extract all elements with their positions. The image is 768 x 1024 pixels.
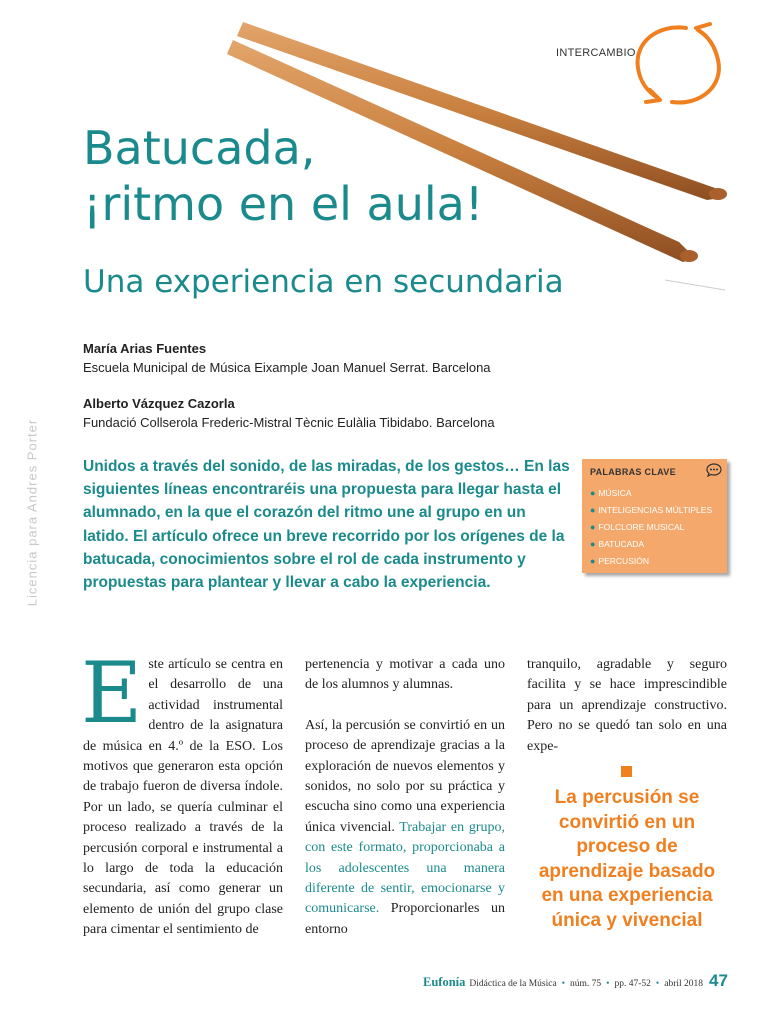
body-column-2 — [305, 655, 505, 940]
keyword-item: ● FOLCLORE MUSICAL — [590, 522, 685, 532]
pull-quote-marker-icon — [621, 766, 632, 777]
keyword-item: ● BATUCADA — [590, 539, 645, 549]
pull-quote: La percusión se convirtió en un proceso de aprendizaje basado en una experiencia única y vivencial — [538, 787, 716, 931]
keyword-item: ● PERCUSIÓN — [590, 556, 649, 566]
keywords-list — [590, 485, 712, 570]
author-name: Alberto Vázquez Cazorla — [83, 396, 235, 411]
author-1 — [83, 341, 491, 375]
keywords-box — [582, 459, 727, 573]
author-name: María Arias Fuentes — [83, 341, 207, 356]
page-range: pp. 47-52 — [614, 979, 651, 989]
bullet-icon: ● — [590, 522, 596, 532]
license-watermark: Licencia para Andres Porter — [24, 418, 40, 607]
article-title — [83, 120, 603, 232]
separator: • — [606, 979, 610, 989]
body-text: Así, la percusión se convirtió en un proceso de aprendizaje gracias a la exploración de nuevos elementos y sonidos, no solo por su práctica y escucha sino como una experiencia única vivencial. — [305, 717, 505, 835]
keyword-item: ● MÚSICA — [590, 488, 632, 498]
section-label: INTERCAMBIO — [556, 47, 636, 59]
keyword-item: ● INTELIGENCIAS MÚLTIPLES — [590, 505, 713, 515]
article-subtitle: Una experiencia en secundaria — [83, 264, 564, 300]
abstract: Unidos a través del sonido, de las miradas, de los gestos… En las siguientes líneas encontraréis una propuesta para llegar hasta el alumnado, en la que el corazón del ritmo une al grupo en un latido. El artículo ofrece un breve recorrido por los orígenes de la batucada, conocimientos sobre el rol de cada instrumento y propuestas para plantear y llevar a cabo la experiencia. — [83, 458, 570, 592]
body-text: ste artículo se centra en el desarrollo de una actividad instrumental dentro de la asignatura de música en 4.º de la ESO. Los motivos que generaron esta opción de trabajo fueron de diversa índole. Por un lado, se quería culminar el proceso realizado a través de la percusión corporal e instrumental a lo largo de toda la educación secundaria, así como generar un elemento de unión del grupo clase para cimentar el sentimiento de — [83, 657, 283, 938]
bullet-icon: ● — [590, 556, 596, 566]
issue-date: abril 2018 — [664, 979, 704, 989]
page-number: 47 — [709, 971, 728, 990]
author-affiliation: Fundació Collserola Frederic-Mistral Tècnic Eulàlia Tibidabo. Barcelona — [83, 415, 495, 430]
author-affiliation: Escuela Municipal de Música Eixample Joan Manuel Serrat. Barcelona — [83, 360, 491, 375]
page-footer — [423, 975, 703, 990]
bullet-icon: ● — [590, 505, 596, 515]
journal-subtitle: Didáctica de la Música — [469, 979, 557, 989]
keywords-title: PALABRAS CLAVE — [590, 467, 676, 477]
body-paragraph: pertenencia y motivar a cada uno de los alumnos y alumnas. — [305, 657, 505, 693]
body-column-3 — [527, 655, 727, 757]
separator: • — [561, 979, 566, 989]
issue-number: núm. 75 — [570, 979, 602, 989]
author-2 — [83, 396, 495, 430]
bullet-icon: ● — [590, 488, 596, 498]
separator: • — [655, 979, 660, 989]
title-line-1: Batucada, — [83, 121, 316, 175]
title-line-2: ¡ritmo en el aula! — [83, 177, 484, 231]
drop-cap: E — [81, 644, 143, 742]
body-column-1 — [81, 644, 283, 941]
body-paragraph — [305, 716, 505, 940]
highlighted-text: Trabajar en grupo, con este formato, proporcionaba a los adolescentes una manera diferente de sentir, emocionarse y comunicarse. — [305, 819, 505, 917]
journal-name: Eufonía — [423, 975, 466, 989]
speech-bubble-icon — [706, 463, 722, 477]
bullet-icon: ● — [590, 539, 596, 549]
body-text: Proporcionarles un entorno — [305, 901, 505, 937]
body-text: tranquilo, agradable y seguro facilita y se hace imprescindible para un aprendizaje constructivo. Pero no se quedó tan solo en una expe- — [527, 657, 727, 754]
